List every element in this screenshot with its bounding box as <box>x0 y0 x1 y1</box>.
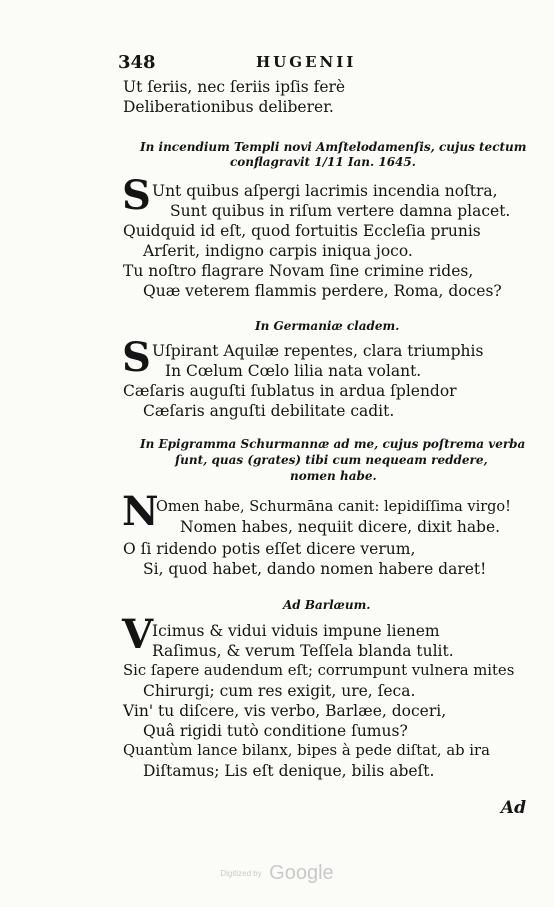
text-line: Sic ſapere audendum eſt; corrumpunt vulnera mites <box>123 662 515 679</box>
text-line: Nomen habes, nequiit dicere, dixit habe. <box>180 518 501 536</box>
poem-title: In incendium Templi novi Amſtelodamenſis, cujus tectum <box>140 140 527 154</box>
text-line: In Cœlum Cœlo lilia nata volant. <box>165 362 422 380</box>
drop-cap: S <box>122 334 151 381</box>
poem-title: nomen habe. <box>290 469 377 483</box>
watermark-caption: Digitized by <box>220 869 262 878</box>
text-line: Sunt quibus in riſum vertere damna placet. <box>170 202 511 220</box>
poem-title: ſunt, quas (grates) tibi cum nequeam reddere, <box>175 453 488 467</box>
catchword: Ad <box>500 798 526 818</box>
text-line: Quidquid id eſt, quod fortuitis Eccleſia prunis <box>123 222 481 240</box>
digitization-watermark <box>0 862 554 885</box>
text-line: Quæ veterem flammis perdere, Roma, doces? <box>143 282 502 300</box>
text-line: Tu noſtro flagrare Novam ſine crimine rides, <box>123 262 474 280</box>
poem-title: Ad Barlæum. <box>283 598 371 612</box>
poem-title: conflagravit 1/11 Ian. 1645. <box>230 155 416 169</box>
text-line: Icimus & vidui viduis impune lienem <box>152 622 440 640</box>
drop-cap: N <box>122 488 159 535</box>
text-line: Uſpirant Aquilæ repentes, clara triumphis <box>152 342 484 360</box>
drop-cap: S <box>122 172 151 219</box>
text-line: Unt quibus aſpergi lacrimis incendia noſtra, <box>152 182 498 200</box>
text-line: Omen habe, Schurmāna canit: lepidiſſima virgo! <box>156 499 511 515</box>
poem-title: In Germaniæ cladem. <box>255 319 400 333</box>
text-line: Chirurgi; cum res exigit, ure, ſeca. <box>143 682 416 700</box>
running-head: HUGENII <box>256 53 357 71</box>
page-number: 348 <box>118 52 156 73</box>
drop-cap: V <box>122 611 154 658</box>
text-line: Si, quod habet, dando nomen habere daret! <box>143 560 487 578</box>
google-logo: Google <box>269 862 334 884</box>
text-line: Cæſaris auguſti ſublatus in ardua ſplendor <box>123 382 457 400</box>
text-line: Quantùm lance bilanx, bipes à pede diſtat, ab ira <box>123 742 490 759</box>
text-line: Quâ rigidi tutò conditione ſumus? <box>143 722 408 740</box>
page-header <box>118 52 368 76</box>
text-line: Diſtamus; Lis eſt denique, bilis abeſt. <box>143 762 435 780</box>
text-line: Vin' tu diſcere, vis verbo, Barlæe, doceri, <box>123 702 447 720</box>
poem-title: In Epigramma Schurmannæ ad me, cujus poſtrema verba <box>140 437 526 451</box>
text-line: Ut ſeriis, nec ſeriis ipſis ferè <box>123 78 346 96</box>
text-line: Cæſaris anguſti debilitate cadit. <box>143 402 395 420</box>
text-line: Raſimus, & verum Teſſela blanda tulit. <box>152 642 454 660</box>
text-line: Arſerit, indigno carpis iniqua joco. <box>143 242 413 260</box>
text-line: Deliberationibus deliberer. <box>123 98 334 116</box>
text-line: O ſi ridendo potis eſſet dicere verum, <box>123 540 416 558</box>
